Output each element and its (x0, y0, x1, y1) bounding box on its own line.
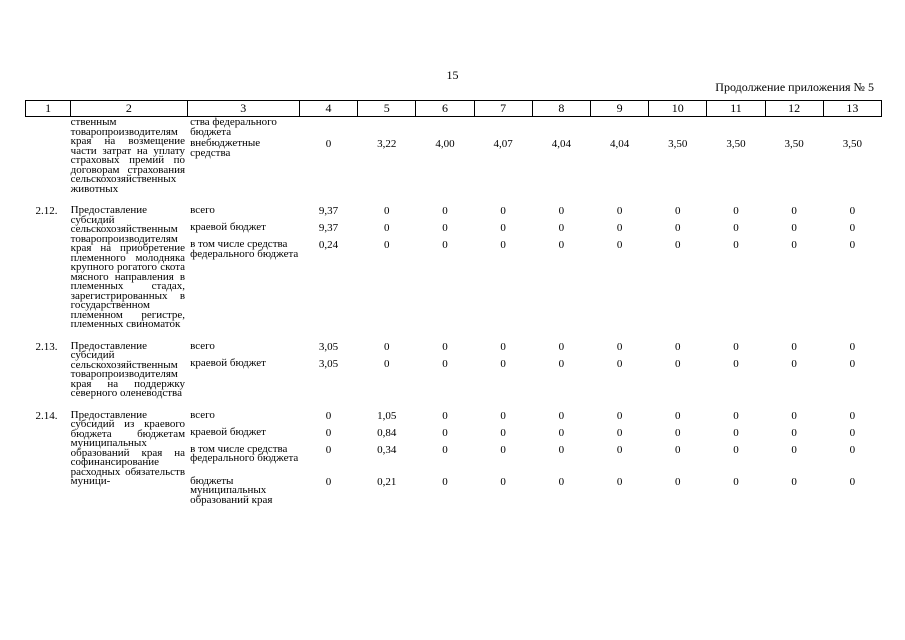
column-header: 9 (590, 101, 648, 117)
year-value-cell (765, 117, 823, 195)
value: 0 (849, 443, 856, 456)
table-body (26, 117, 882, 510)
funding-source: краевой бюджет (190, 425, 266, 438)
value: 0 (384, 340, 390, 353)
value: 0 (616, 239, 623, 251)
value: 0 (442, 443, 448, 456)
value: 0 (616, 340, 623, 353)
value: 0 (733, 205, 739, 217)
value: 0 (442, 426, 448, 439)
value: 0 (616, 409, 623, 422)
value: 0 (500, 205, 506, 217)
value: 0 (675, 443, 681, 456)
value: 0 (616, 222, 623, 234)
value: 0 (616, 205, 623, 217)
year-value-cell (299, 330, 357, 399)
funding-source: бюджеты муниципальных образований края (190, 474, 273, 506)
value: 0 (442, 409, 448, 422)
column-header: 10 (649, 101, 707, 117)
value: 0 (616, 475, 623, 488)
value: 0 (442, 357, 448, 370)
year-value-cell (416, 399, 474, 510)
value: 0 (733, 357, 739, 370)
value: 0 (733, 222, 739, 234)
value: 0 (616, 443, 623, 456)
value: 0 (675, 409, 681, 422)
year-value-cell (532, 117, 590, 195)
year-value-cell (474, 117, 532, 195)
funding-source: всего (190, 339, 215, 352)
value: 0 (675, 357, 681, 370)
value: 3,05 (318, 340, 339, 353)
value: 1,05 (377, 409, 397, 422)
value: 0 (791, 426, 797, 439)
funding-source: краевой бюджет (190, 221, 266, 233)
value: 3,50 (842, 138, 863, 150)
value: 0 (325, 409, 332, 422)
value (532, 118, 590, 139)
value: 0 (500, 409, 506, 422)
value: 0,34 (377, 443, 397, 456)
value: 4,07 (493, 138, 513, 150)
year-value-cell (299, 117, 357, 195)
value: 0 (500, 426, 506, 439)
value: 0 (442, 340, 448, 353)
value: 0 (442, 205, 448, 217)
value: 0 (849, 222, 856, 234)
funding-sources-cell (187, 330, 299, 399)
value: 0 (558, 475, 565, 488)
value: 0 (791, 239, 797, 251)
value: 0 (791, 340, 797, 353)
value: 0 (500, 475, 506, 488)
value: 3,50 (668, 138, 688, 150)
page-number: 15 (446, 68, 459, 82)
year-value-cell (765, 399, 823, 510)
value: 0,24 (318, 239, 339, 251)
value: 0 (558, 340, 565, 353)
value (358, 118, 416, 139)
value: 0 (558, 443, 565, 456)
value: 0 (500, 443, 506, 456)
year-value-cell (649, 399, 707, 510)
appendix-continuation-label: Продолжение приложения № 5 (715, 80, 874, 94)
value: 0 (733, 443, 739, 456)
value: 0 (733, 426, 739, 439)
funding-source: всего (190, 204, 215, 216)
row-number: 2.12. (35, 205, 58, 217)
year-value-cell (765, 194, 823, 330)
value: 0 (675, 222, 681, 234)
year-value-cell (474, 194, 532, 330)
value (649, 118, 707, 139)
value: 0 (384, 239, 390, 251)
year-value-cell (823, 399, 881, 510)
year-value-cell (474, 399, 532, 510)
value: 0 (500, 239, 506, 251)
column-header: 7 (474, 101, 532, 117)
value: 0 (849, 426, 856, 439)
year-value-cell (823, 330, 881, 399)
table-header-row (26, 101, 882, 117)
value: 9,37 (318, 205, 339, 217)
value: 3,50 (726, 138, 746, 150)
year-value-cell (532, 194, 590, 330)
value: 9,37 (318, 222, 339, 234)
value: 0 (558, 357, 565, 370)
value: 0 (558, 426, 565, 439)
value: 0 (325, 138, 332, 150)
value (299, 118, 357, 139)
value: 0 (500, 340, 506, 353)
value: 0 (500, 357, 506, 370)
table-row (26, 194, 882, 330)
value: 0 (675, 426, 681, 439)
row-number (26, 117, 71, 195)
value: 0 (733, 239, 739, 251)
value: 0 (558, 222, 565, 234)
value: 4,04 (609, 138, 630, 150)
value: 0 (849, 205, 856, 217)
value: 0 (500, 222, 506, 234)
appendix-table (25, 100, 882, 510)
value: 0 (558, 409, 565, 422)
year-value-cell (299, 194, 357, 330)
year-value-cell (358, 117, 416, 195)
value: 0 (442, 475, 448, 488)
value: 0 (849, 409, 856, 422)
value: 0,21 (377, 475, 397, 488)
column-header: 2 (71, 101, 187, 117)
year-value-cell (707, 330, 765, 399)
value: 3,05 (318, 357, 339, 370)
value: 0 (791, 443, 797, 456)
value: 0 (325, 426, 332, 439)
value: 0 (675, 340, 681, 353)
column-header: 4 (299, 101, 357, 117)
value: 0 (675, 205, 681, 217)
year-value-cell (590, 194, 648, 330)
value: 0 (733, 340, 739, 353)
value: 0 (849, 239, 856, 251)
value (765, 118, 823, 139)
funding-source: в том числе средства федерального бюджета (190, 442, 299, 464)
value: 0 (733, 475, 739, 488)
value: 0 (849, 475, 856, 488)
table-row (26, 399, 882, 510)
column-header: 6 (416, 101, 474, 117)
value: 0 (558, 239, 565, 251)
value: 0 (616, 426, 623, 439)
year-value-cell (765, 330, 823, 399)
value: 0 (849, 340, 856, 353)
value: 4,00 (435, 138, 455, 150)
year-value-cell (590, 117, 648, 195)
value: 0 (384, 222, 390, 234)
year-value-cell (299, 399, 357, 510)
year-value-cell (590, 330, 648, 399)
value: 0 (442, 239, 448, 251)
year-value-cell (590, 399, 648, 510)
column-header: 1 (26, 101, 71, 117)
value (474, 118, 532, 139)
funding-source: всего (190, 408, 215, 421)
row-number: 2.13. (35, 340, 58, 353)
value: 0 (558, 205, 565, 217)
table-row (26, 330, 882, 399)
year-value-cell (532, 399, 590, 510)
value (416, 118, 474, 139)
table-row (26, 117, 882, 195)
value (707, 118, 765, 139)
year-value-cell (358, 194, 416, 330)
year-value-cell (823, 117, 881, 195)
activity-name: Предоставление субсидий из краевого бюджета бюджетам муниципальных образований края на софинансирование расходных обязательств муници- (70, 408, 186, 487)
value: 0 (675, 475, 681, 488)
activity-name: Предоставление субсидий сельскохозяйственным товаропроизводителям края на приобретение племенного молодняка крупного рогатого скота мясного направления в племенных стадах, зарегистрированных в государственном племенном регистре, племенных свиноматок (70, 204, 186, 330)
activity-name: ственным товаропроизводителям края на возмещение части затрат на уплату страховых премий по договорам страхования сельскохозяйственных животных (70, 116, 186, 195)
value: 0 (325, 475, 332, 488)
value: 0 (791, 205, 797, 217)
funding-source: ства федерального бюджета (190, 116, 277, 138)
column-header: 5 (358, 101, 416, 117)
value: 0 (791, 222, 797, 234)
year-value-cell (649, 117, 707, 195)
year-value-cell (649, 330, 707, 399)
funding-source: внебюджетные средства (190, 137, 261, 159)
year-value-cell (358, 399, 416, 510)
column-header: 3 (187, 101, 299, 117)
funding-sources-cell (187, 117, 299, 195)
value: 0 (442, 222, 448, 234)
year-value-cell (707, 117, 765, 195)
year-value-cell (532, 330, 590, 399)
value: 0 (384, 357, 390, 370)
value: 0 (791, 475, 797, 488)
funding-source: в том числе средства федерального бюджета (190, 238, 299, 260)
funding-source: краевой бюджет (190, 356, 266, 369)
value: 0 (733, 409, 739, 422)
year-value-cell (416, 194, 474, 330)
value: 0 (791, 409, 797, 422)
value: 3,22 (377, 138, 397, 150)
row-number: 2.14. (35, 409, 58, 422)
year-value-cell (358, 330, 416, 399)
column-header: 13 (823, 101, 881, 117)
column-header: 11 (707, 101, 765, 117)
year-value-cell (649, 194, 707, 330)
column-header: 12 (765, 101, 823, 117)
value: 0 (384, 205, 390, 217)
column-header: 8 (532, 101, 590, 117)
value: 0 (325, 443, 332, 456)
value: 0 (675, 239, 681, 251)
year-value-cell (416, 330, 474, 399)
activity-name: Предоставление субсидий сельскохозяйственным товаропроизводителям края на поддержку северного оленеводства (70, 339, 186, 399)
value: 0 (616, 357, 623, 370)
value: 0,84 (377, 426, 397, 439)
value: 0 (791, 357, 797, 370)
year-value-cell (707, 399, 765, 510)
year-value-cell (823, 194, 881, 330)
year-value-cell (416, 117, 474, 195)
year-value-cell (474, 330, 532, 399)
year-value-cell (707, 194, 765, 330)
value (590, 118, 648, 139)
value: 4,04 (551, 138, 571, 150)
funding-sources-cell (187, 399, 299, 510)
funding-sources-cell (187, 194, 299, 330)
value (823, 118, 881, 139)
value: 3,50 (784, 138, 804, 150)
value: 0 (849, 357, 856, 370)
